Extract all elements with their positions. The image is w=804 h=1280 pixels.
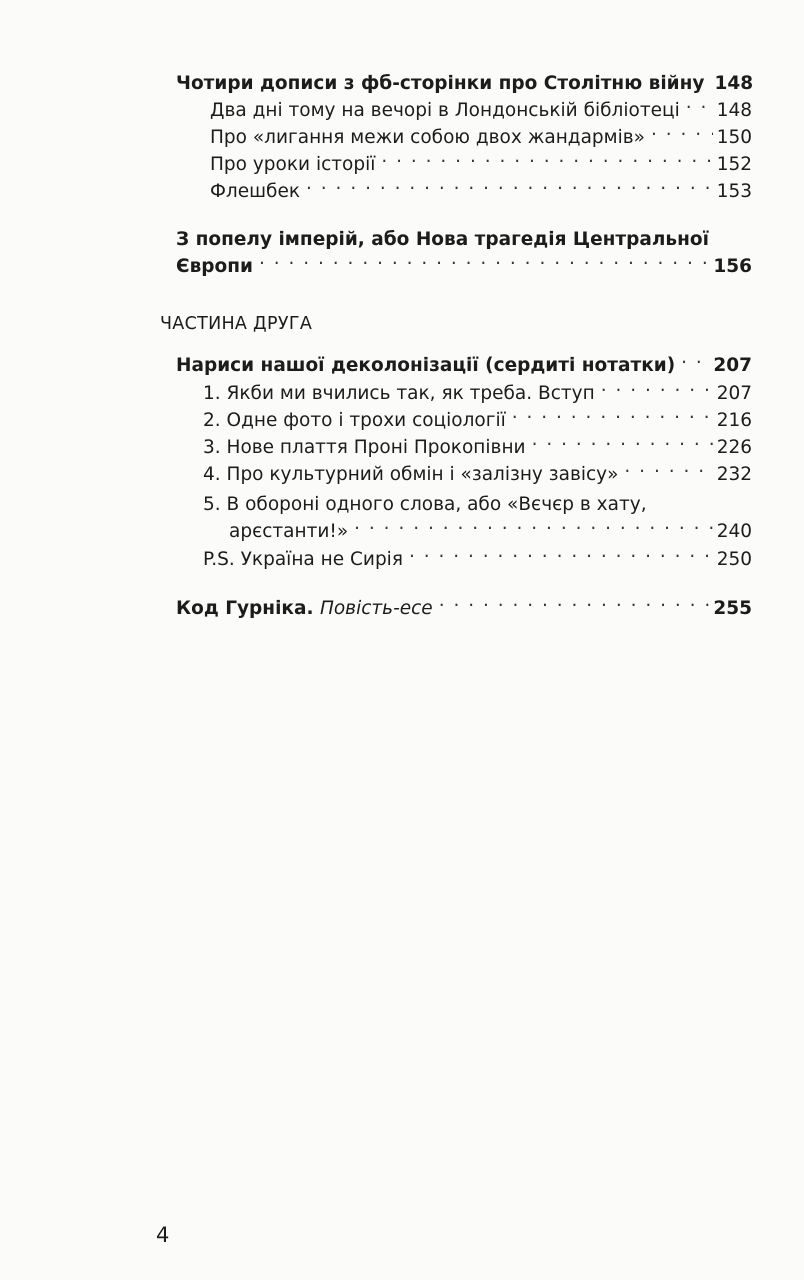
toc-subentry[interactable] bbox=[229, 519, 752, 545]
dot-leader bbox=[512, 408, 713, 426]
toc-entry-title-group bbox=[176, 596, 433, 622]
toc-page-number: 216 bbox=[716, 410, 752, 431]
toc-page-number: 148 bbox=[716, 100, 752, 121]
toc-entry-title: Два дні тому на вечорі в Лондонській бібліотеці bbox=[210, 100, 680, 121]
dot-leader bbox=[601, 381, 713, 399]
page-folio-number: 4 bbox=[156, 1223, 170, 1247]
toc-subentry[interactable] bbox=[203, 547, 752, 573]
dot-leader bbox=[651, 125, 713, 143]
dot-leader bbox=[409, 547, 713, 565]
dot-leader bbox=[381, 152, 712, 170]
toc-subentry[interactable] bbox=[203, 435, 752, 461]
toc-subentry[interactable] bbox=[210, 179, 752, 205]
toc-entry-ashes[interactable] bbox=[176, 254, 752, 280]
toc-entry-subtitle: Повість-есе bbox=[319, 598, 433, 619]
toc-entry-title: Європи bbox=[176, 256, 253, 277]
dot-leader bbox=[681, 353, 709, 371]
dot-leader bbox=[259, 254, 709, 272]
toc-entry-title: 4. Про культурний обмін і «залізну завісу» bbox=[203, 464, 619, 485]
toc-subentry[interactable] bbox=[210, 98, 752, 124]
toc-subentry[interactable] bbox=[203, 408, 752, 434]
toc-page-number: 153 bbox=[716, 181, 752, 202]
toc-entry-title: Код Гурніка. bbox=[176, 598, 314, 619]
toc-entry-decolonization[interactable] bbox=[176, 353, 752, 379]
toc-entry-title: Про уроки історії bbox=[210, 154, 376, 175]
toc-page-number: 207 bbox=[716, 383, 752, 404]
toc-entry-title: Чотири дописи з фб-сторінки про Столітню війну bbox=[176, 73, 705, 94]
toc-page-number: 226 bbox=[716, 437, 752, 458]
toc-entry-ashes-line1[interactable]: З попелу імперій, або Нова трагедія Центральної bbox=[176, 229, 709, 250]
toc-entry-title: Флешбек bbox=[210, 181, 301, 202]
toc-subentry[interactable] bbox=[210, 152, 752, 178]
toc-page-number: 255 bbox=[713, 598, 752, 619]
toc-page-number: 232 bbox=[716, 464, 752, 485]
toc-page-number: 250 bbox=[716, 549, 752, 570]
dot-leader bbox=[306, 179, 713, 197]
toc-entry-fb-posts[interactable] bbox=[176, 71, 752, 97]
toc-subentry[interactable] bbox=[210, 125, 752, 151]
toc-page-number: 148 bbox=[714, 73, 754, 94]
toc-entry-title: Про «лигання межи собою двох жандармів» bbox=[210, 127, 645, 148]
toc-entry-title: P.S. Україна не Сирія bbox=[203, 549, 403, 570]
toc-page-number: 240 bbox=[716, 521, 752, 542]
toc-entry-title: 2. Одне фото і трохи соціології bbox=[203, 410, 506, 431]
toc-subentry[interactable] bbox=[203, 381, 752, 407]
toc-entry-title: 3. Нове плаття Проні Прокопівни bbox=[203, 437, 526, 458]
toc-subentry[interactable] bbox=[203, 462, 752, 488]
toc-entry-guernica[interactable] bbox=[176, 596, 752, 622]
toc-page-number: 152 bbox=[716, 154, 752, 175]
toc-entry-title: арєстанти!» bbox=[229, 521, 349, 542]
toc-subentry-line1[interactable]: 5. В обороні одного слова, або «Вєчєр в хату, bbox=[203, 494, 647, 515]
toc-entry-title: 1. Якби ми вчились так, як треба. Вступ bbox=[203, 383, 595, 404]
toc-page-number: 207 bbox=[713, 355, 752, 376]
dot-leader bbox=[439, 596, 710, 614]
dot-leader bbox=[624, 462, 712, 480]
dot-leader bbox=[532, 435, 713, 453]
dot-leader bbox=[354, 519, 713, 537]
toc-entry-title: Нариси нашої деколонізації (сердиті нотатки) bbox=[176, 355, 676, 376]
toc-page-number: 150 bbox=[716, 127, 752, 148]
toc-page-number: 156 bbox=[713, 256, 752, 277]
dot-leader bbox=[686, 98, 713, 116]
part-two-heading: ЧАСТИНА ДРУГА bbox=[160, 314, 313, 334]
